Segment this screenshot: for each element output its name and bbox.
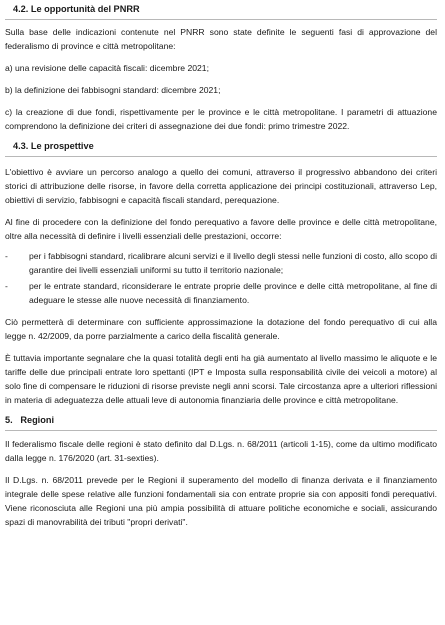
section-title: 5. Regioni: [5, 415, 55, 425]
bullet-item: [5, 249, 437, 277]
bullet-text: per i fabbisogni standard, ricalibrare alcuni servizi e il livello degli stessi nelle funzioni di costo, allo scopo di garantire dei livelli essenziali uniformi su tutto il territorio nazionale;: [29, 251, 437, 275]
bullet-item: [5, 279, 437, 307]
section-heading-4-2: [5, 2, 437, 20]
section-heading-4-3: [5, 139, 437, 157]
paragraph: Ciò permetterà di determinare con sufficiente approssimazione la dotazione del fondo perequativo di cui alla legge n. 42/2009, da porre parzialmente a carico della fiscalità generale.: [5, 317, 437, 341]
paragraph: Il federalismo fiscale delle regioni è stato definito dal D.Lgs. n. 68/2011 (articoli 1-15), come da ultimo modificato dalla legge n. 176/2020 (art. 31-sexties).: [5, 439, 437, 463]
paragraph: È tuttavia importante segnalare che la quasi totalità degli enti ha già aumentato al livello massimo le aliquote e le tariffe delle due principali entrate loro spettanti (IPT e Imposta sulla responsabilità civile dei veicoli a motore) al solo fine di compensare le riduzioni di risorse previste negli anni scorsi. Tale circostanza apre a ulteriori riflessioni in materia di adeguatezza delle attuali leve di autonomia finanziaria delle province e città metropolitane.: [5, 353, 437, 405]
section-title: 4.2. Le opportunità del PNRR: [13, 4, 140, 14]
bullet-marker: -: [5, 281, 8, 291]
list-item: b) la definizione dei fabbisogni standard: dicembre 2021;: [5, 85, 221, 95]
paragraph: L'obiettivo è avviare un percorso analogo a quello dei comuni, attraverso il progressivo abbandono dei criteri storici di attribuzione delle risorse, in favore della corretta applicazione dei principi costituzionali, attraverso Lep, obiettivi di servizio, fabbisogni e capacità fiscali standard, perequazione.: [5, 167, 437, 205]
paragraph: Sulla base delle indicazioni contenute nel PNRR sono state definite le seguenti fasi di approvazione del federalismo di province e città metropolitane:: [5, 27, 437, 51]
section-heading-5: [5, 413, 437, 431]
bullet-marker: -: [5, 251, 8, 261]
paragraph: Al fine di procedere con la definizione del fondo perequativo a favore delle province e delle città metropolitane, oltre alla necessità di definire i livelli essenziali delle prestazioni, occorre:: [5, 217, 437, 241]
section-title: 4.3. Le prospettive: [13, 141, 94, 151]
list-item: c) la creazione di due fondi, rispettivamente per le province e le città metropolitane. I parametri di attuazione comprendono la definizione dei criteri di assegnazione dei due fondi: primo trimestre 2022.: [5, 107, 437, 131]
bullet-text: per le entrate standard, riconsiderare le entrate proprie delle province e delle città metropolitane, al fine di adeguare le stesse alle nuove necessità di finanziamento.: [29, 281, 437, 305]
list-item: a) una revisione delle capacità fiscali: dicembre 2021;: [5, 63, 209, 73]
paragraph: Il D.Lgs. n. 68/2011 prevede per le Regioni il superamento del modello di finanza derivata e il finanziamento integrale delle spese relative alle funzioni fondamentali sia con entrate proprie sia con appositi fondi perequativi. Viene riconosciuta alle Regioni una più ampia possibilità di attuare politiche economiche e sociali, assicurando spazi di manovrabilità dei tributi "propri derivati".: [5, 475, 437, 527]
